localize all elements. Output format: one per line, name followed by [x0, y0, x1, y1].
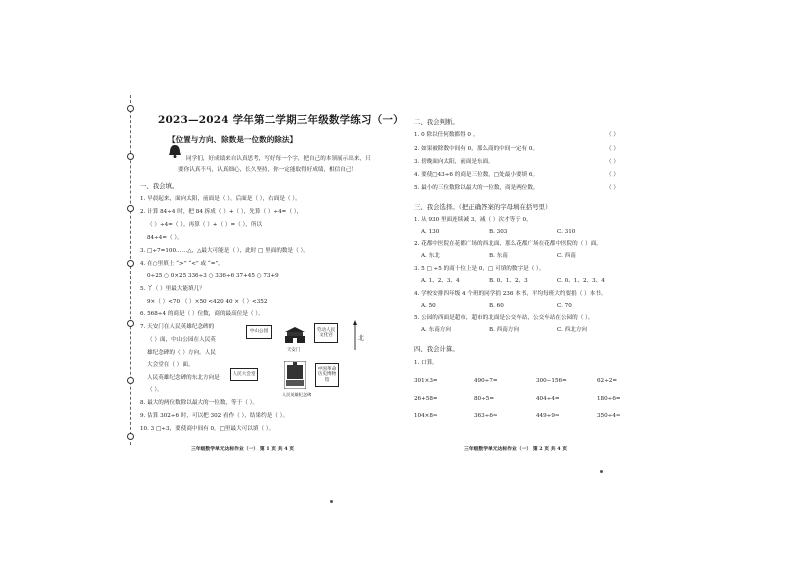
calc-3-2: 363÷6≈	[474, 413, 498, 419]
section-fill-heading: 一、我会填。	[140, 182, 179, 190]
choice-4-c: C. 70	[557, 303, 572, 309]
q8: 8. 最大的两位数除以最大的一位数，等于（ ）。	[140, 400, 258, 406]
q7-line-2: （ ）面，中山公园在人民英	[147, 337, 216, 343]
section-judge-heading: 二、我会判断。	[414, 118, 459, 126]
calc-1-3: 300−156=	[536, 378, 567, 384]
choice-4: 4. 学校安排四年级 4 个班的同学捐 236 本书，平均每班大约要捐（ ）本书。	[414, 291, 607, 297]
binding-margin	[127, 95, 133, 445]
calc-2-3: 404÷4=	[536, 396, 560, 402]
q9: 9. 估算 302÷6 时，可以把 302 看作（ ），结果约是（ ）。	[140, 413, 289, 419]
q2-line-3: 84÷4=（ ）。	[147, 235, 183, 241]
judge-1: 1. 0 除以任何数都得 0 。	[414, 132, 479, 138]
calc-3-3: 449÷9≈	[536, 413, 560, 419]
q2-line-1: 2. 计算 84÷4 时，把 84 拆成（ ）+（ ），先算（ ）÷4=（ ），	[140, 209, 303, 215]
choice-1-a: A. 130	[421, 229, 440, 235]
choice-3: 3. 5 □ ÷5 的商十位上是 0，□ 可填的数字是（ ）。	[414, 266, 545, 272]
calc-1-2: 490÷7=	[474, 378, 498, 384]
q6: 6. 568÷4 的商是（ ）位数，商的最高位是（ ）。	[140, 311, 264, 317]
calc-1-4: 62÷2=	[597, 378, 618, 384]
judge-5-answer: （ ）	[606, 185, 619, 191]
judge-2-answer: （ ）	[606, 146, 619, 152]
choice-3-b: B. 0、1、2、3	[489, 278, 528, 284]
map-zhongshan-park: 中山公园	[246, 325, 272, 339]
q5-items: 9×（ ）<70 （ ）×50 <420 40 ×（ ）<352	[147, 299, 268, 305]
judge-1-answer: （ ）	[606, 132, 619, 138]
calc-3-1: 104×8≈	[414, 413, 438, 419]
q7-line-1: 7. 天安门在人民英雄纪念碑的	[140, 324, 215, 330]
judge-3-answer: （ ）	[606, 159, 619, 165]
choice-3-a: A. 1、2、3、4	[421, 278, 460, 284]
choice-5-b: B. 西南方向	[489, 327, 520, 333]
calc-2-1: 26+58=	[414, 396, 438, 402]
map-monument-label: 人民英雄纪念碑	[282, 392, 312, 397]
choice-5: 5. 公园的西面是超市，超市的北面是公交车站，公交车站在公园的（ ）。	[414, 315, 594, 321]
choice-5-a: A. 东南方向	[421, 327, 451, 333]
choice-1: 1. 从 930 里面连续减 3，减（ ）次才等于 0。	[414, 217, 532, 223]
q7-line-3: 雄纪念碑的（ ）方向。人民	[147, 350, 216, 356]
map-great-hall: 人民大会堂	[230, 368, 258, 381]
choice-2-c: C. 西南	[557, 253, 576, 259]
monument-picture	[284, 361, 306, 389]
choice-2-a: A. 东北	[421, 253, 440, 259]
choice-5-c: C. 西北方向	[557, 327, 588, 333]
judge-3: 3. 傍晚面向太阳，前面是东面。	[414, 159, 494, 165]
q2-line-2: （ ）÷4=（ ），再算（ ）+（ ）=（ ），所以	[147, 222, 263, 228]
q3: 3. □÷7=100……△，△最大可能是（ ），此时 □ 里面的数是（ ）。	[140, 248, 309, 254]
calc-2-2: 80÷5=	[474, 396, 495, 402]
q7-line-6: （ ）。	[147, 387, 163, 393]
q7-line-5: 人民英雄纪念碑的东北方向是	[147, 375, 220, 381]
judge-4: 4. 要使□43÷6 的商是三位数，□处最小要填 6。	[414, 172, 539, 178]
choice-1-b: B. 303	[489, 229, 508, 235]
section-calc-heading: 四、我会计算。	[414, 345, 459, 353]
choice-4-a: A. 50	[421, 303, 436, 309]
q7-line-4: 大会堂在（ ）面。	[147, 362, 194, 368]
map-culture-palace: 劳动人民文化宫	[314, 323, 338, 343]
right-page	[397, 0, 794, 561]
q4: 4. 在○里填上 “>” “<” 或 “=”。	[140, 261, 224, 267]
q5: 5. 丫（ ）里最大能填几？	[140, 286, 205, 292]
map-tiananmen-label: 天安门	[287, 348, 301, 353]
north-label: 北	[358, 335, 365, 342]
calc-3-4: 350÷4≈	[597, 413, 621, 419]
judge-5: 5. 最小的三位数除以最大的一位数，商是两位数。	[414, 185, 539, 191]
right-footer: 三年级数学单元达标作业（一） 第 2 页 共 4 页	[464, 446, 568, 452]
q1: 1. 早晨起来，面向太阳，前面是（ ），后面是（ ），右面是（ ）。	[140, 196, 301, 202]
q10: 10. 3 □÷3，要使商中间有 0，□里最大可以填（ ）。	[140, 426, 275, 432]
map-museum: 中国革命历史博物馆	[315, 363, 339, 387]
judge-2: 2. 如果被除数中间有 0，那么商的中间一定有 0。	[414, 146, 539, 152]
calc-2-4: 180÷6=	[597, 396, 621, 402]
intro-line-1: 同学们，好成绩来自认真思考，写好每一个字，把自己的本领展示出来，只	[186, 156, 371, 162]
scan-speck	[330, 500, 333, 503]
q4-items: 0÷25 ○ 0×25 336÷3 ○ 336÷6 37+45 ○ 73+9	[147, 273, 279, 279]
calc-1-1: 301×3=	[414, 378, 438, 384]
choice-2: 2. 花都中医院在花都广场的西北面，那么花都广场在花都中医院的（ ）面。	[414, 241, 602, 247]
tiananmen-picture	[284, 325, 306, 345]
bell-icon	[167, 143, 183, 159]
choice-2-b: B. 东南	[489, 253, 508, 259]
choice-3-c: C. 0、1、2、3、4	[557, 278, 605, 284]
choice-1-c: C. 310	[557, 229, 576, 235]
left-footer: 三年级数学单元达标作业（一） 第 1 页 共 4 页	[191, 446, 295, 452]
judge-4-answer: （ ）	[606, 172, 619, 178]
unit-subtitle: 【位置与方向、除数是一位数的除法】	[168, 135, 298, 144]
choice-4-b: B. 60	[489, 303, 504, 309]
intro-line-2: 要你认真不马，认真细心，长久坚持，你一定能取得好成绩，相信自己！	[178, 167, 358, 173]
oral-calc-label: 1. 口算。	[414, 360, 438, 366]
page-title: 2023—2024 学年第二学期三年级数学练习（一）	[158, 114, 404, 126]
section-choice-heading: 三、我会选择。（把正确答案的字母填在括号里）	[414, 203, 552, 211]
scan-speck	[600, 470, 603, 473]
